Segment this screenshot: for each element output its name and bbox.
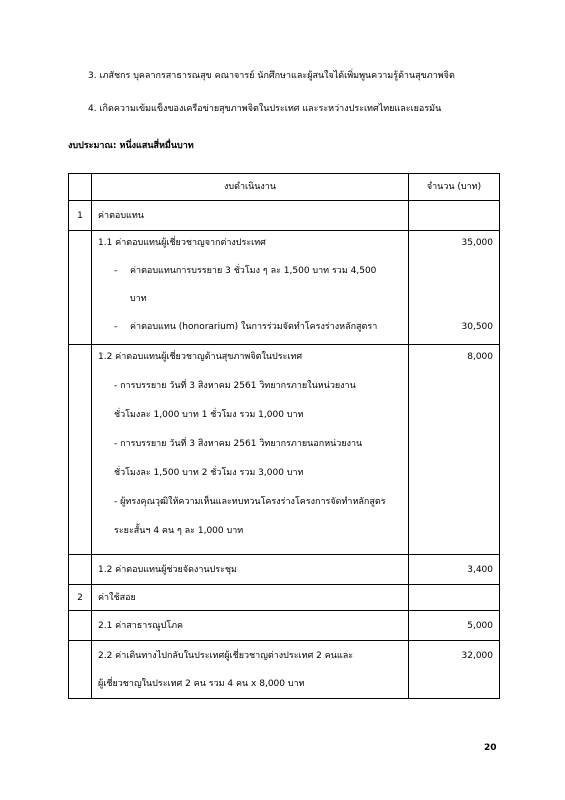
row-number	[69, 611, 92, 641]
header-item: งบดำเนินงาน	[92, 174, 409, 201]
row-title: ค่าตอบแทน	[92, 201, 409, 231]
table-row	[69, 201, 500, 231]
row-number	[69, 345, 92, 555]
row-title: 1.2 ค่าตอบแทนผู้ช่วยจัดงานประชุม	[92, 555, 409, 585]
detail-line: - การบรรยาย วันที่ 3 สิงหาคม 2561 วิทยากรภายในหน่วยงาน	[114, 381, 356, 391]
row-amount: 35,000	[461, 238, 493, 248]
row-number: 1	[69, 201, 92, 231]
row-detail	[92, 345, 409, 555]
row-title: 1.1 ค่าตอบแทนผู้เชี่ยวชาญจากต่างประเทศ	[98, 238, 266, 248]
row-number	[69, 231, 92, 345]
page-number: 20	[484, 743, 497, 753]
row-amount: 32,000	[461, 651, 493, 661]
row-number	[69, 641, 92, 699]
row-amount-cell	[409, 641, 500, 699]
bullet-dash: -	[114, 322, 118, 332]
table-header-row	[69, 174, 500, 201]
row-number	[69, 555, 92, 585]
table-row	[69, 555, 500, 585]
objective-item-4: 4. เกิดความเข้มแข็งของเครือข่ายสุขภาพจิตในประเทศ และระหว่างประเทศไทยและเยอรมัน	[88, 104, 442, 114]
row-title: 2.1 ค่าสาธารณูปโภค	[92, 611, 409, 641]
detail-line: ระยะสั้นฯ 4 คน ๆ ละ 1,000 บาท	[114, 526, 244, 536]
row-detail	[92, 231, 409, 345]
detail-line: - ผู้ทรงคุณวุฒิให้ความเห็นและทบทวนโครงร่างโครงการจัดทำหลักสูตร	[114, 497, 386, 507]
header-no	[69, 174, 92, 201]
detail-line: ค่าตอบแทนการบรรยาย 3 ชั่วโมง ๆ ละ 1,500 บาท รวม 4,500	[130, 266, 377, 276]
detail-line: - การบรรยาย วันที่ 3 สิงหาคม 2561 วิทยากรภายนอกหน่วยงาน	[114, 439, 363, 449]
detail-line: ค่าตอบแทน (honorarium) ในการร่วมจัดทำโครงร่างหลักสูตรา	[130, 322, 378, 332]
detail-line: ชั่วโมงละ 1,000 บาท 1 ชั่วโมง รวม 1,000 บาท	[114, 410, 304, 420]
header-amount: จำนวน (บาท)	[409, 174, 500, 201]
row-number: 2	[69, 585, 92, 611]
budget-table	[68, 173, 500, 699]
detail-line: ชั่วโมงละ 1,500 บาท 2 ชั่วโมง รวม 3,000 บาท	[114, 468, 304, 478]
row-title: 1.2 ค่าตอบแทนผู้เชี่ยวชาญด้านสุขภาพจิตในประเทศ	[98, 352, 303, 362]
detail-line: ผู้เชี่ยวชาญในประเทศ 2 คน รวม 4 คน x 8,000 บาท	[98, 679, 305, 689]
objective-item-3: 3. เภสัชกร บุคลากรสาธารณสุข คณาจารย์ นักศึกษาและผู้สนใจได้เพิ่มพูนความรู้ด้านสุขภาพจิต	[88, 71, 455, 81]
table-row	[69, 345, 500, 555]
row-title: 2.2 ค่าเดินทางไปกลับในประเทศผู้เชี่ยวชาญต่างประเทศ 2 คนและ	[98, 651, 354, 661]
budget-heading: งบประมาณ: หนึ่งแสนสี่หมื่นบาท	[68, 141, 194, 151]
row-amount	[409, 201, 500, 231]
table-row	[69, 641, 500, 699]
row-amount: 8,000	[467, 352, 493, 362]
bullet-dash: -	[114, 266, 118, 276]
row-detail	[92, 641, 409, 699]
row-title: ค่าใช้สอย	[92, 585, 409, 611]
row-amount: 3,400	[409, 555, 500, 585]
table-row	[69, 611, 500, 641]
detail-line: บาท	[130, 294, 147, 304]
row-amount	[409, 585, 500, 611]
table-row	[69, 231, 500, 345]
row-amount: 5,000	[409, 611, 500, 641]
row-amount-cell	[409, 231, 500, 345]
row-amount-cell	[409, 345, 500, 555]
row-sub-amount: 30,500	[461, 322, 493, 332]
table-row	[69, 585, 500, 611]
